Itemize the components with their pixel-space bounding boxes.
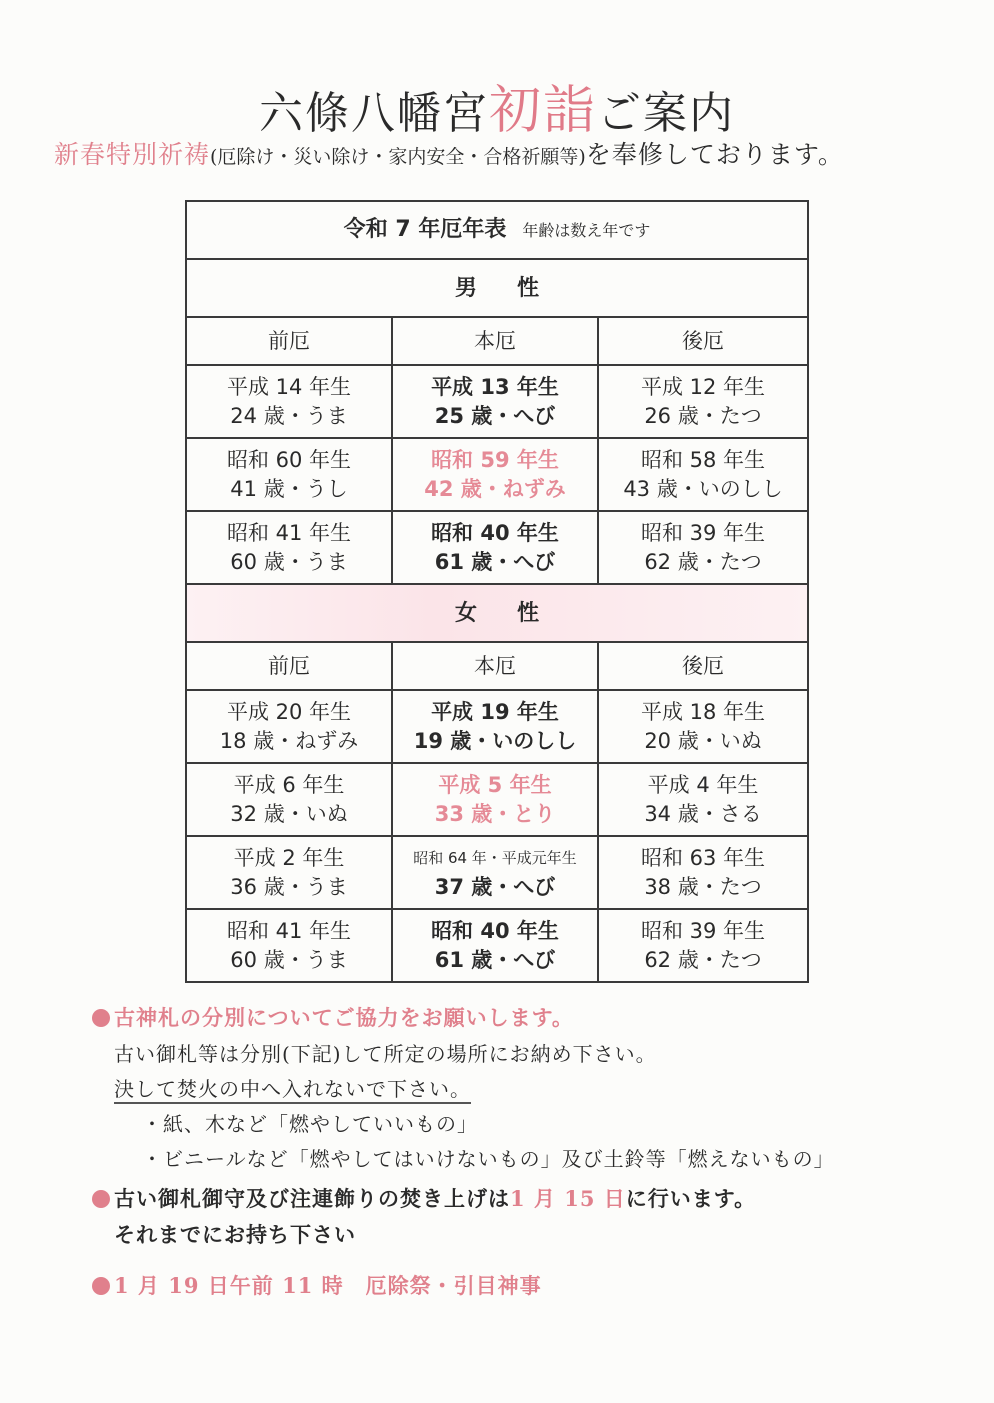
birth-year: 平成 12 年生 — [640, 374, 766, 399]
age-zodiac: 18 歳・ねずみ — [219, 728, 359, 753]
age-zodiac: 61 歳・へび — [434, 549, 556, 574]
table-caption-note: 年齢は数え年です — [522, 221, 651, 240]
column-header-atoyaku: 後厄 — [598, 317, 808, 365]
table-cell — [598, 909, 808, 982]
female-column-headers — [186, 642, 808, 690]
age-zodiac: 37 歳・へび — [434, 874, 556, 899]
female-label: 女性 — [186, 584, 808, 642]
table-cell — [186, 511, 392, 584]
age-zodiac: 33 歳・とり — [434, 801, 556, 826]
female-header-row — [186, 584, 808, 642]
age-zodiac: 19 歳・いのしし — [413, 728, 577, 753]
male-label: 男性 — [186, 259, 808, 317]
table-cell — [392, 909, 598, 982]
table-cell — [598, 836, 808, 909]
birth-year: 平成 20 年生 — [226, 699, 352, 724]
birth-year: 平成 6 年生 — [233, 772, 345, 797]
birth-year: 昭和 40 年生 — [431, 520, 559, 545]
table-row — [186, 365, 808, 438]
birth-year: 平成 19 年生 — [431, 699, 559, 724]
title-accent: 初詣 — [488, 81, 597, 141]
notice1-line2: 決して焚火の中へ入れないで下さい。 — [114, 1077, 471, 1104]
age-zodiac: 62 歳・たつ — [644, 549, 762, 574]
table-row — [186, 763, 808, 836]
birth-year: 平成 14 年生 — [226, 374, 352, 399]
birth-year: 昭和 41 年生 — [226, 918, 352, 943]
column-header-maeyaku: 前厄 — [186, 642, 392, 690]
age-zodiac: 20 歳・いぬ — [644, 728, 762, 753]
subtitle — [54, 135, 974, 171]
birth-year: 昭和 64 年・平成元年生 — [413, 848, 577, 867]
age-zodiac: 24 歳・うま — [230, 403, 348, 428]
male-header-row — [186, 259, 808, 317]
table-cell — [392, 511, 598, 584]
birth-year: 昭和 63 年生 — [640, 845, 766, 870]
age-zodiac: 62 歳・たつ — [644, 947, 762, 972]
birth-year: 平成 5 年生 — [438, 772, 552, 797]
age-zodiac: 25 歳・へび — [434, 403, 556, 428]
age-zodiac: 42 歳・ねずみ — [424, 476, 566, 501]
birth-year: 平成 18 年生 — [640, 699, 766, 724]
table-cell — [186, 690, 392, 763]
birth-year: 昭和 41 年生 — [226, 520, 352, 545]
table-cell — [186, 438, 392, 511]
subtitle-pink: 新春特別祈祷 — [54, 140, 211, 169]
male-column-headers — [186, 317, 808, 365]
title-suffix: ご案内 — [597, 88, 735, 139]
table-cell — [392, 763, 598, 836]
table-caption-cell — [186, 201, 808, 259]
table-cell — [598, 438, 808, 511]
yakudoshi-table — [185, 200, 809, 983]
table-cell — [186, 836, 392, 909]
table-row — [186, 690, 808, 763]
age-zodiac: 34 歳・さる — [644, 801, 762, 826]
birth-year: 昭和 58 年生 — [640, 447, 766, 472]
table-cell — [598, 511, 808, 584]
birth-year: 平成 2 年生 — [233, 845, 345, 870]
notice1-heading: 古神札の分別についてご協力をお願いします。 — [114, 1005, 574, 1030]
table-cell — [186, 909, 392, 982]
notice2-text-a: 古い御札御守及び注連飾りの焚き上げは — [114, 1186, 510, 1211]
page-title — [0, 68, 994, 143]
notice-otakiage — [92, 1183, 952, 1249]
column-header-maeyaku: 前厄 — [186, 317, 392, 365]
birth-year: 平成 13 年生 — [431, 374, 559, 399]
age-zodiac: 36 歳・うま — [230, 874, 348, 899]
age-zodiac: 38 歳・たつ — [644, 874, 762, 899]
age-zodiac: 60 歳・うま — [230, 947, 348, 972]
table-row — [186, 511, 808, 584]
age-zodiac: 43 歳・いのしし — [623, 476, 783, 501]
title-prefix: 六條八幡宮 — [258, 88, 489, 139]
table-caption: 令和 7 年厄年表 — [343, 217, 507, 242]
birth-year: 昭和 40 年生 — [431, 918, 559, 943]
table-row — [186, 438, 808, 511]
birth-year: 昭和 39 年生 — [640, 520, 766, 545]
table-row — [186, 909, 808, 982]
table-row — [186, 836, 808, 909]
notice3-text: 1 月 19 日午前 11 時 厄除祭・引目神事 — [114, 1273, 542, 1298]
column-header-honyaku: 本厄 — [392, 317, 598, 365]
notice1-line1: 古い御札等は分別(下記)して所定の場所にお納め下さい。 — [114, 1042, 657, 1066]
notice-yakuyoke-festival — [92, 1270, 952, 1300]
table-cell — [392, 365, 598, 438]
table-caption-row — [186, 201, 808, 259]
table-cell — [392, 690, 598, 763]
column-header-atoyaku: 後厄 — [598, 642, 808, 690]
column-header-honyaku: 本厄 — [392, 642, 598, 690]
birth-year: 昭和 59 年生 — [431, 447, 559, 472]
notice1-item1: ・紙、木など「燃やしていいもの」 — [142, 1112, 478, 1136]
age-zodiac: 32 歳・いぬ — [230, 801, 348, 826]
notice-ofuda-sorting — [92, 1002, 952, 1172]
birth-year: 昭和 39 年生 — [640, 918, 766, 943]
subtitle-paren: (厄除け・災い除け・家内安全・合格祈願等) — [210, 146, 586, 168]
notice2-date: 1 月 15 日 — [510, 1186, 626, 1211]
table-cell — [598, 365, 808, 438]
age-zodiac: 26 歳・たつ — [644, 403, 762, 428]
table-cell — [186, 365, 392, 438]
age-zodiac: 60 歳・うま — [230, 549, 348, 574]
table-cell — [598, 763, 808, 836]
table-cell — [392, 438, 598, 511]
notice1-item2: ・ビニールなど「燃やしてはいけないもの」及び土鈴等「燃えないもの」 — [142, 1147, 835, 1171]
notice2-text-b: に行います。 — [625, 1186, 757, 1211]
birth-year: 平成 4 年生 — [647, 772, 759, 797]
bullet-dot — [92, 1277, 110, 1295]
table-cell — [392, 836, 598, 909]
subtitle-rest: を奉修しております。 — [585, 140, 844, 169]
bullet-dot — [92, 1190, 110, 1208]
table-cell — [598, 690, 808, 763]
age-zodiac: 61 歳・へび — [434, 947, 556, 972]
notice2-line2: それまでにお持ち下さい — [114, 1222, 356, 1247]
table-cell — [186, 763, 392, 836]
bullet-dot — [92, 1009, 110, 1027]
birth-year: 昭和 60 年生 — [226, 447, 352, 472]
age-zodiac: 41 歳・うし — [230, 476, 348, 501]
